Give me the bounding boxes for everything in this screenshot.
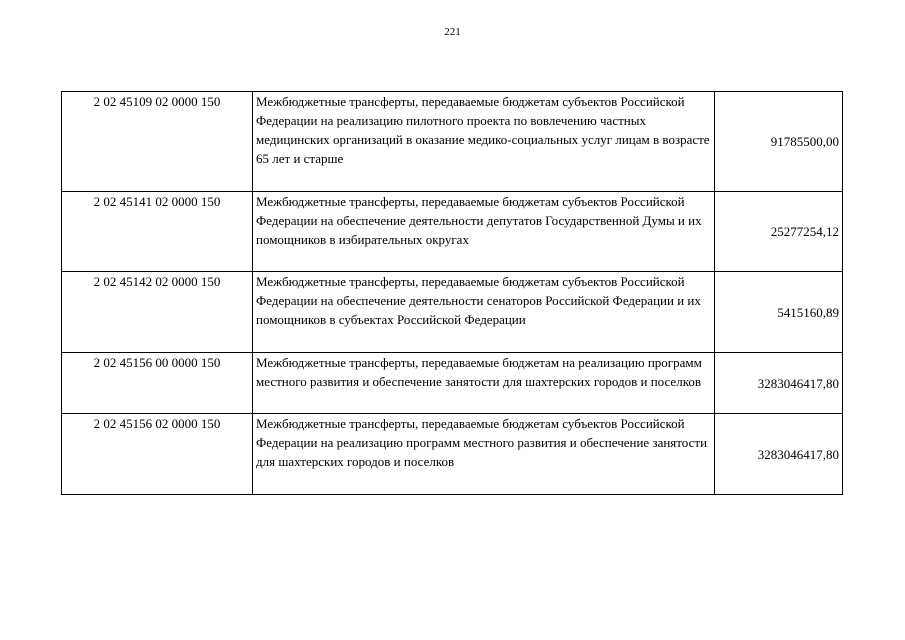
page-number: 221: [444, 26, 461, 38]
budget-table: [61, 91, 843, 495]
budget-code-cell: 2 02 45156 00 0000 150: [62, 353, 253, 414]
description-cell: Межбюджетные трансферты, передаваемые бюджетам субъектов Российской Федерации на обеспечение деятельности сенаторов Российской Федерации и их помощников в субъектах Российской Федерации: [253, 272, 715, 353]
budget-code-cell: 2 02 45156 02 0000 150: [62, 414, 253, 495]
amount-cell: 25277254,12: [715, 192, 843, 272]
amount-cell: 5415160,89: [715, 272, 843, 353]
amount-cell: 3283046417,80: [715, 353, 843, 414]
amount-cell: 91785500,00: [715, 92, 843, 192]
description-cell: Межбюджетные трансферты, передаваемые бюджетам субъектов Российской Федерации на реализацию пилотного проекта по вовлечению частных медицинских организаций в оказание медико-социальных услуг лицам в возрасте 65 лет и старше: [253, 92, 715, 192]
budget-code-cell: 2 02 45142 02 0000 150: [62, 272, 253, 353]
table-row: [62, 192, 843, 272]
table-row: [62, 92, 843, 192]
table-row: [62, 272, 843, 353]
description-cell: Межбюджетные трансферты, передаваемые бюджетам субъектов Российской Федерации на реализацию программ местного развития и обеспечение занятости для шахтерских городов и поселков: [253, 414, 715, 495]
budget-code-cell: 2 02 45141 02 0000 150: [62, 192, 253, 272]
description-cell: Межбюджетные трансферты, передаваемые бюджетам субъектов Российской Федерации на обеспечение деятельности депутатов Государственной Думы и их помощников в избирательных округах: [253, 192, 715, 272]
budget-code-cell: 2 02 45109 02 0000 150: [62, 92, 253, 192]
table-row: [62, 414, 843, 495]
table-row: [62, 353, 843, 414]
amount-cell: 3283046417,80: [715, 414, 843, 495]
description-cell: Межбюджетные трансферты, передаваемые бюджетам на реализацию программ местного развития и обеспечение занятости для шахтерских городов и поселков: [253, 353, 715, 414]
